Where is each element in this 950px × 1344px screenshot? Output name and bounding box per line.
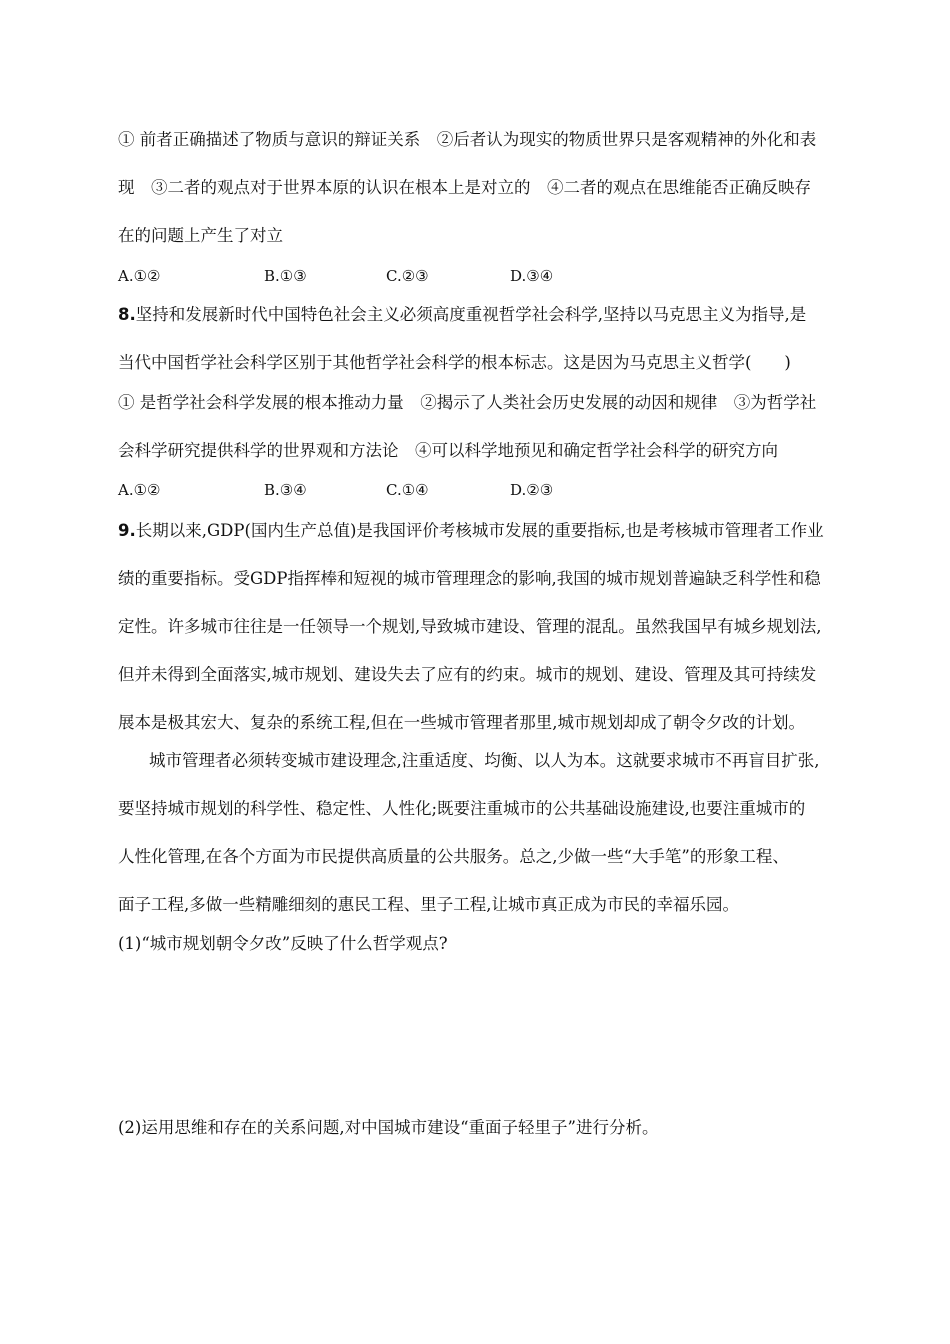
q8-statement-line: ① 是哲学社会科学发展的根本推动力量 ②揭示了人类社会历史发展的动因和规律 ③为哲学社 [118, 393, 817, 412]
q9-paragraph-line: 面子工程,多做一些精雕细刻的惠民工程、里子工程,让城市真正成为市民的幸福乐园。 [118, 895, 739, 914]
q9-paragraph-line: 展本是极其宏大、复杂的系统工程,但在一些城市管理者那里,城市规划却成了朝令夕改的计划。 [118, 713, 805, 732]
q8-stem-line: 当代中国哲学社会科学区别于其他哲学社会科学的根本标志。这是因为马克思主义哲学( ) [118, 353, 791, 372]
q9-paragraph-line: 但并未得到全面落实,城市规划、建设失去了应有的约束。城市的规划、建设、管理及其可持续发 [118, 665, 817, 684]
q7-option-b: B.①③ [264, 267, 307, 285]
q7-option-d: D.③④ [510, 267, 554, 285]
q8-options [118, 479, 838, 501]
q9-paragraph-line [118, 519, 838, 543]
q8-stem-text: 坚持和发展新时代中国特色社会主义必须高度重视哲学社会科学,坚持以马克思主义为指导,是 [135, 305, 807, 324]
q9-subquestion-2: (2)运用思维和存在的关系问题,对中国城市建设“重面子轻里子”进行分析。 [118, 1118, 659, 1137]
q9-number: 9. [118, 521, 136, 540]
q9-paragraph-line: 定性。许多城市往往是一任领导一个规划,导致城市建设、管理的混乱。虽然我国早有城乡规划法, [118, 617, 822, 636]
q8-option-b: B.③④ [264, 481, 307, 499]
q9-paragraph-line: 人性化管理,在各个方面为市民提供高质量的公共服务。总之,少做一些“大手笔”的形象工程、 [118, 847, 789, 866]
q7-option-a: A.①② [118, 267, 161, 285]
q8-option-a: A.①② [118, 481, 161, 499]
q8-option-d: D.②③ [510, 481, 554, 499]
q9-subquestion-1: (1)“城市规划朝令夕改”反映了什么哲学观点? [118, 934, 448, 953]
q8-stem-line [118, 303, 838, 327]
q7-statement-line: ① 前者正确描述了物质与意识的辩证关系 ②后者认为现实的物质世界只是客观精神的外化和表 [118, 130, 817, 149]
q8-statement-line: 会科学研究提供科学的世界观和方法论 ④可以科学地预见和确定哲学社会科学的研究方向 [118, 441, 778, 460]
q8-number: 8. [118, 305, 136, 324]
q7-options [118, 265, 838, 287]
q7-statement-line: 现 ③二者的观点对于世界本原的认识在根本上是对立的 ④二者的观点在思维能否正确反映存 [118, 178, 811, 197]
q9-text: 长期以来,GDP(国内生产总值)是我国评价考核城市发展的重要指标,也是考核城市管理者工作业 [135, 521, 824, 540]
q9-paragraph-line: 要坚持城市规划的科学性、稳定性、人性化;既要注重城市的公共基础设施建设,也要注重城市的 [118, 799, 806, 818]
q9-paragraph-line: 绩的重要指标。受GDP指挥棒和短视的城市管理理念的影响,我国的城市规划普遍缺乏科学性和稳 [118, 569, 821, 588]
q8-option-c: C.①④ [386, 481, 429, 499]
q9-paragraph-line: 城市管理者必须转变城市建设理念,注重适度、均衡、以人为本。这就要求城市不再盲目扩张, [149, 751, 820, 770]
q7-option-c: C.②③ [386, 267, 429, 285]
q7-statement-line: 在的问题上产生了对立 [118, 226, 283, 245]
